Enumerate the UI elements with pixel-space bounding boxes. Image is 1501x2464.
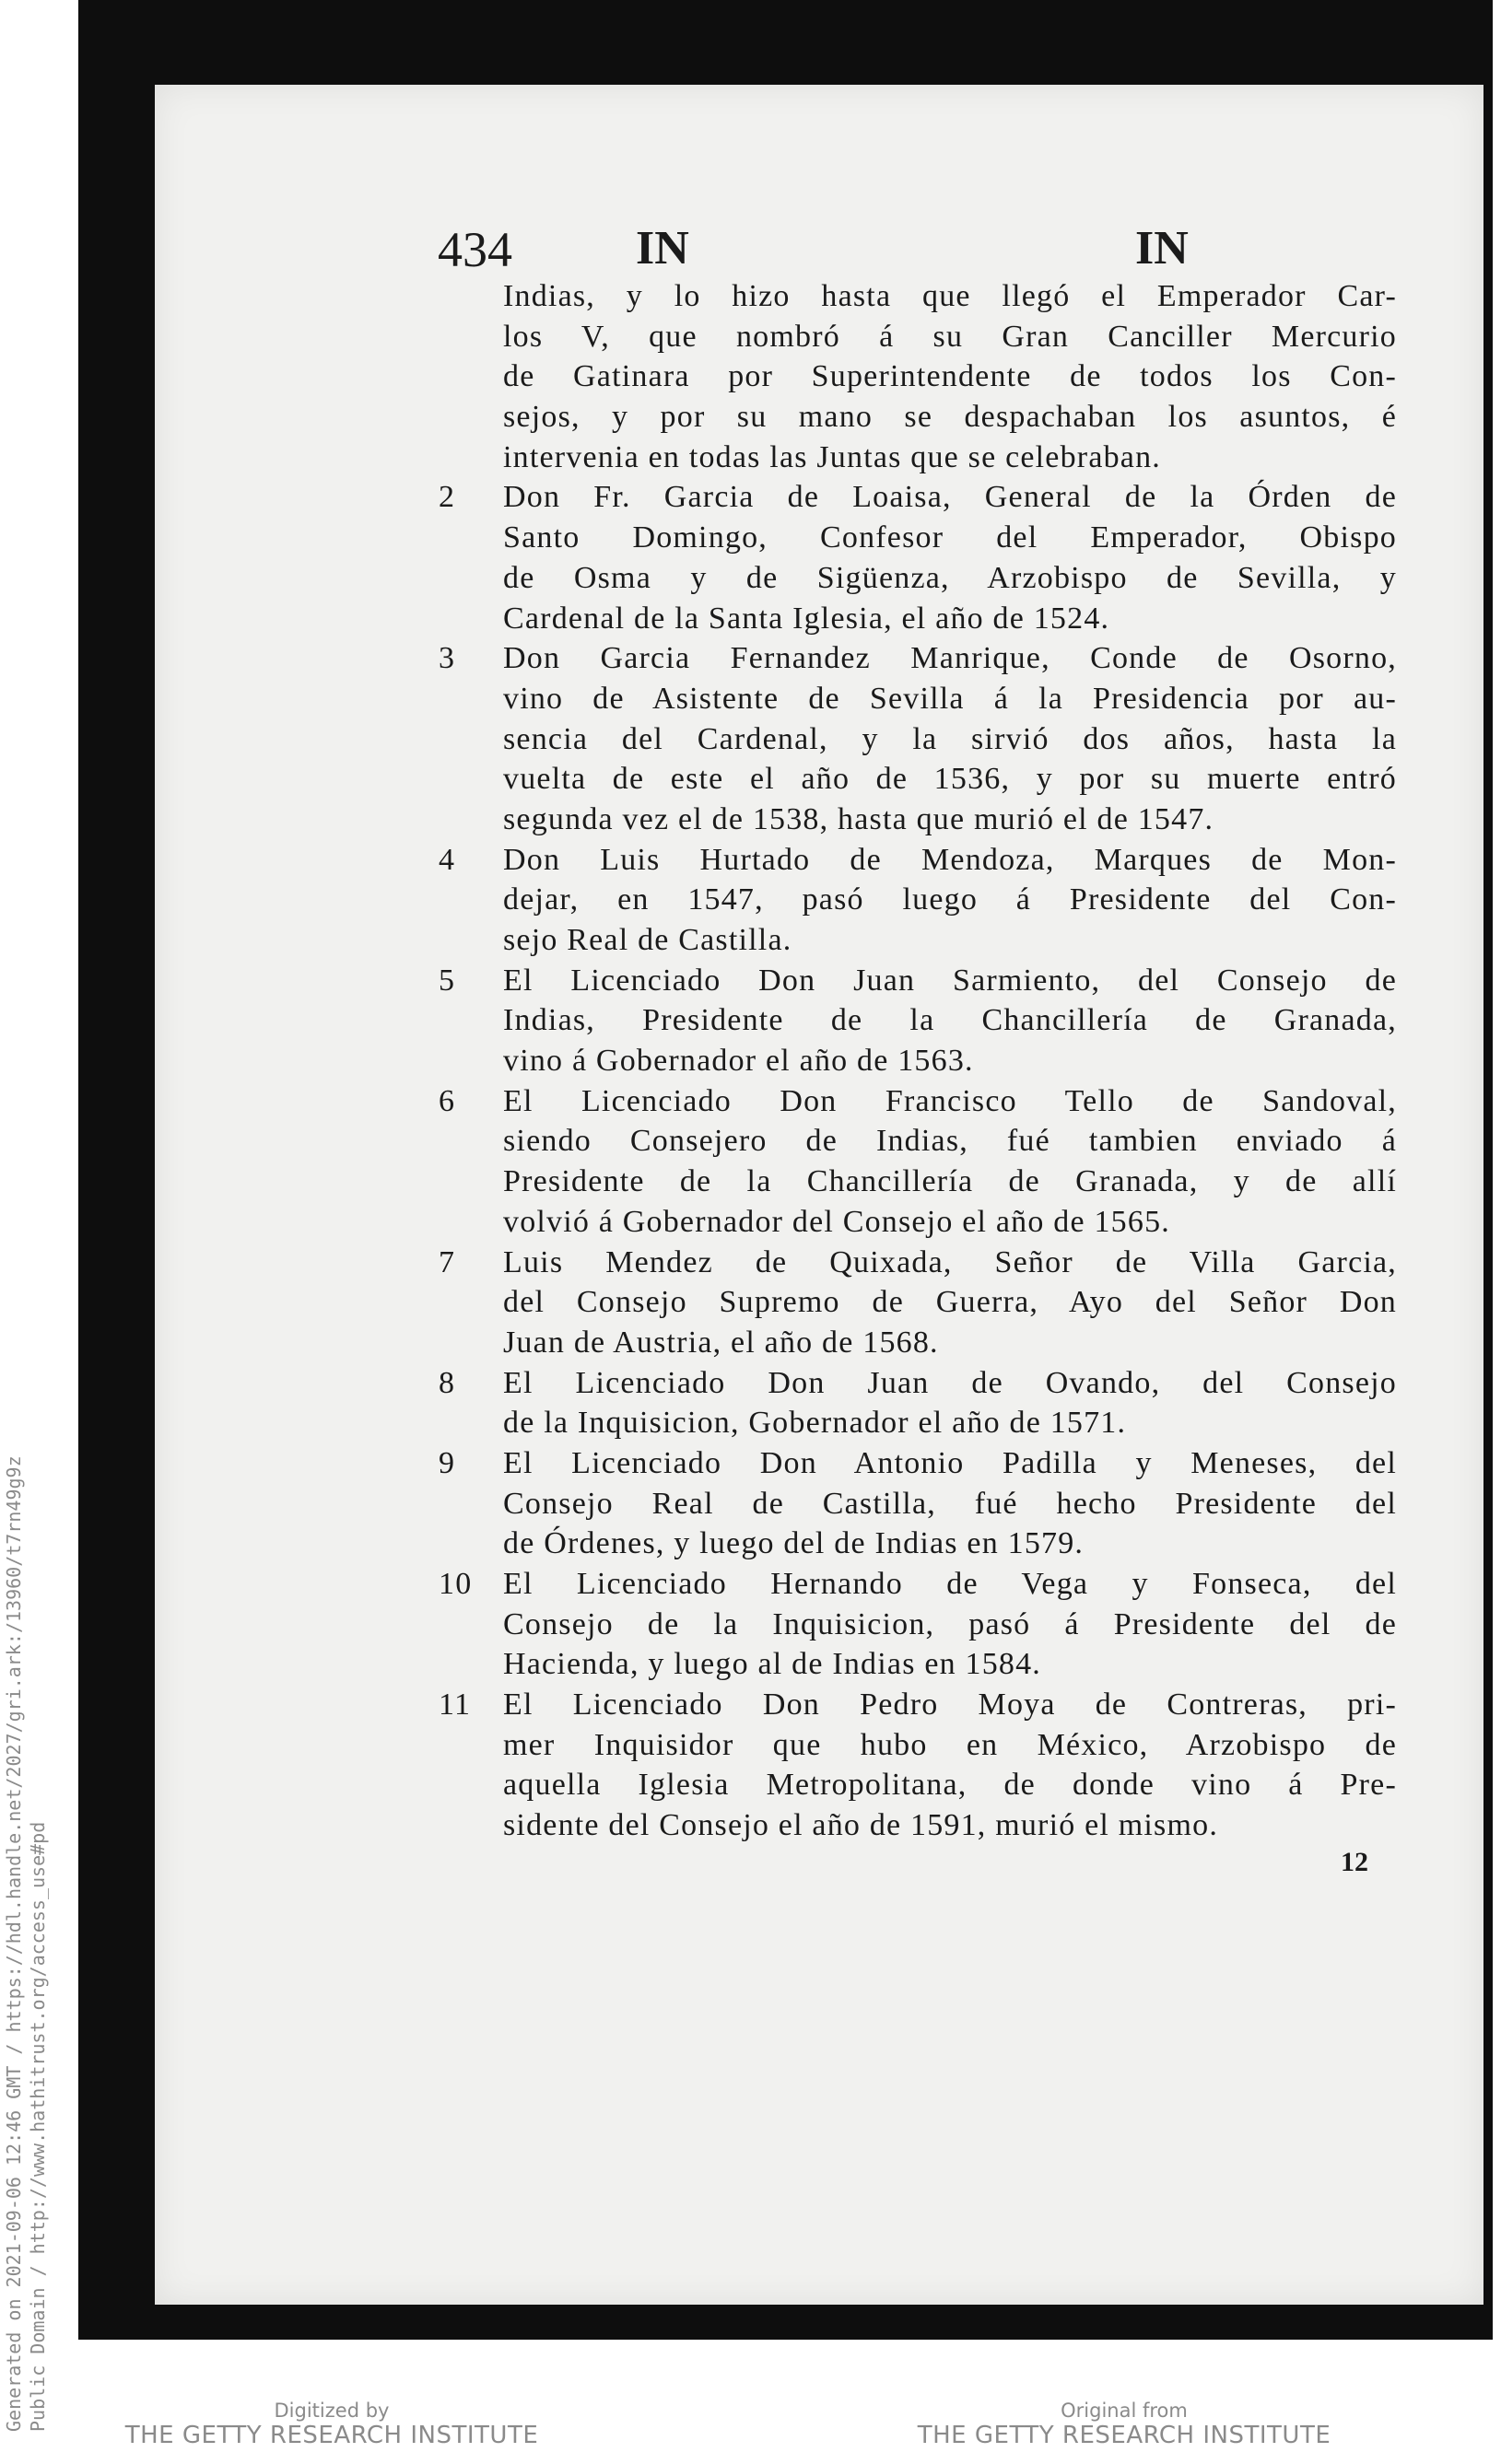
line-text: Don Fr. Garcia de Loaisa, General de la Órden de xyxy=(503,480,1397,515)
line-text: Don Luis Hurtado de Mendoza, Marques de Mon- xyxy=(503,842,1397,877)
entry-number: 4 xyxy=(439,842,456,877)
line-text: Indias, Presidente de la Chancillería de Granada, xyxy=(503,1003,1397,1038)
line-text: Juan de Austria, el año de 1568. xyxy=(503,1325,939,1360)
line-text: vuelta de este el año de 1536, y por su muerte entró xyxy=(503,762,1397,797)
line-text: sejos, y por su mano se despachaban los asuntos, é xyxy=(503,400,1397,435)
page-body xyxy=(439,276,1397,1846)
text-line xyxy=(439,276,1397,317)
text-line xyxy=(439,438,1397,478)
line-text: Santo Domingo, Confesor del Emperador, Obispo xyxy=(503,520,1397,555)
text-line xyxy=(439,920,1397,961)
line-text: del Consejo Supremo de Guerra, Ayo del Señor Don xyxy=(503,1285,1397,1320)
text-line xyxy=(439,1685,1397,1725)
line-text: dejar, en 1547, pasó luego á Presidente del Con- xyxy=(503,882,1397,917)
text-line xyxy=(439,880,1397,920)
side-note-line-2: Public Domain / http://www.hathitrust.org/access_use#pd xyxy=(27,1821,49,2432)
text-line xyxy=(439,599,1397,639)
running-head-left: IN xyxy=(636,222,689,274)
text-line xyxy=(439,1323,1397,1363)
text-line xyxy=(439,1041,1397,1081)
entry-number: 6 xyxy=(439,1083,456,1118)
text-line xyxy=(439,1363,1397,1404)
text-line xyxy=(439,518,1397,558)
side-note-line-1: Generated on 2021-09-06 12:46 GMT / https://hdl.handle.net/2027/gri.ark:/13960/t7rn49g9z xyxy=(3,1455,25,2432)
line-text: volvió á Gobernador del Consejo el año de 1565. xyxy=(503,1204,1170,1239)
footer-right-name: THE GETTY RESEARCH INSTITUTE xyxy=(917,2422,1331,2449)
line-text: aquella Iglesia Metropolitana, de donde vino á Pre- xyxy=(503,1768,1397,1803)
line-text: El Licenciado Don Antonio Padilla y Meneses, del xyxy=(503,1445,1397,1480)
line-text: Cardenal de la Santa Iglesia, el año de 1524. xyxy=(503,601,1110,636)
line-text: de la Inquisicion, Gobernador el año de 1571. xyxy=(503,1406,1127,1441)
text-line xyxy=(439,1805,1397,1846)
line-text: El Licenciado Don Juan de Ovando, del Consejo xyxy=(503,1365,1397,1400)
text-line xyxy=(439,558,1397,599)
footer-left xyxy=(120,2400,544,2449)
entry-number: 3 xyxy=(439,641,456,676)
footer-left-name: THE GETTY RESEARCH INSTITUTE xyxy=(124,2422,539,2449)
text-line xyxy=(439,317,1397,357)
text-line xyxy=(439,759,1397,800)
running-head-right: IN xyxy=(1135,222,1189,274)
text-line xyxy=(439,1000,1397,1041)
text-line xyxy=(439,1765,1397,1805)
text-line xyxy=(439,800,1397,840)
text-line xyxy=(439,961,1397,1001)
text-line xyxy=(439,1443,1397,1484)
entry-number: 7 xyxy=(439,1244,456,1279)
line-text: Luis Mendez de Quixada, Señor de Villa Garcia, xyxy=(503,1244,1397,1279)
line-text: Don Garcia Fernandez Manrique, Conde de Osorno, xyxy=(503,641,1397,676)
line-text: mer Inquisidor que hubo en México, Arzobispo de xyxy=(503,1727,1397,1762)
text-line xyxy=(439,638,1397,679)
text-line xyxy=(439,679,1397,719)
text-line xyxy=(439,1644,1397,1685)
footer-right xyxy=(885,2400,1364,2449)
line-text: sejo Real de Castilla. xyxy=(503,923,792,957)
text-line xyxy=(439,477,1397,518)
text-line xyxy=(439,1403,1397,1443)
line-text: Presidente de la Chancillería de Granada, y de allí xyxy=(503,1164,1397,1199)
text-line xyxy=(439,840,1397,881)
entry-number: 10 xyxy=(439,1567,473,1601)
line-text: sidente del Consejo el año de 1591, murió el mismo. xyxy=(503,1808,1219,1843)
footer-left-label: Digitized by xyxy=(274,2400,390,2422)
line-text: vino á Gobernador el año de 1563. xyxy=(503,1044,974,1079)
entry-number: 5 xyxy=(439,963,456,998)
text-line xyxy=(439,1162,1397,1202)
line-text: Indias, y lo hizo hasta que llegó el Emperador Car- xyxy=(503,279,1397,313)
line-text: siendo Consejero de Indias, fué tambien enviado á xyxy=(503,1124,1397,1159)
entry-number: 11 xyxy=(439,1687,472,1722)
line-text: El Licenciado Hernando de Vega y Fonseca, del xyxy=(503,1567,1397,1601)
hathitrust-side-note xyxy=(2,1455,50,2432)
line-text: Consejo Real de Castilla, fué hecho Presidente del xyxy=(503,1486,1397,1521)
line-text: El Licenciado Don Juan Sarmiento, del Consejo de xyxy=(503,963,1397,998)
line-text: de Gatinara por Superintendente de todos los Con- xyxy=(503,359,1397,394)
text-line xyxy=(439,1202,1397,1243)
text-line xyxy=(439,1243,1397,1283)
text-line xyxy=(439,1484,1397,1524)
entry-number: 2 xyxy=(439,480,456,515)
line-text: de Órdenes, y luego del de Indias en 1579. xyxy=(503,1526,1085,1561)
footer-right-label: Original from xyxy=(1061,2400,1188,2422)
text-line xyxy=(439,1605,1397,1645)
text-line xyxy=(439,1564,1397,1605)
text-line xyxy=(439,1524,1397,1564)
line-text: intervenia en todas las Juntas que se celebraban. xyxy=(503,439,1161,474)
line-text: Consejo de la Inquisicion, pasó á Presidente del de xyxy=(503,1606,1397,1641)
line-text: vino de Asistente de Sevilla á la Presidencia por au- xyxy=(503,681,1397,716)
line-text: sencia del Cardenal, y la sirvió dos años, hasta la xyxy=(503,721,1397,756)
text-line xyxy=(439,1725,1397,1766)
line-text: de Osma y de Sigüenza, Arzobispo de Sevilla, y xyxy=(503,560,1397,595)
catchword: 12 xyxy=(1341,1847,1368,1877)
text-line xyxy=(439,719,1397,760)
line-text: El Licenciado Don Francisco Tello de Sandoval, xyxy=(503,1083,1397,1118)
line-text: los V, que nombró á su Gran Canciller Mercurio xyxy=(503,319,1397,354)
line-text: segunda vez el de 1538, hasta que murió el de 1547. xyxy=(503,801,1214,836)
entry-number: 9 xyxy=(439,1445,456,1480)
text-line xyxy=(439,1282,1397,1323)
text-line xyxy=(439,356,1397,397)
line-text: El Licenciado Don Pedro Moya de Contreras, pri- xyxy=(503,1687,1397,1722)
page-number: 434 xyxy=(438,222,512,277)
text-line xyxy=(439,1081,1397,1122)
text-line xyxy=(439,397,1397,438)
line-text: Hacienda, y luego al de Indias en 1584. xyxy=(503,1647,1042,1682)
text-line xyxy=(439,1121,1397,1162)
entry-number: 8 xyxy=(439,1365,456,1400)
